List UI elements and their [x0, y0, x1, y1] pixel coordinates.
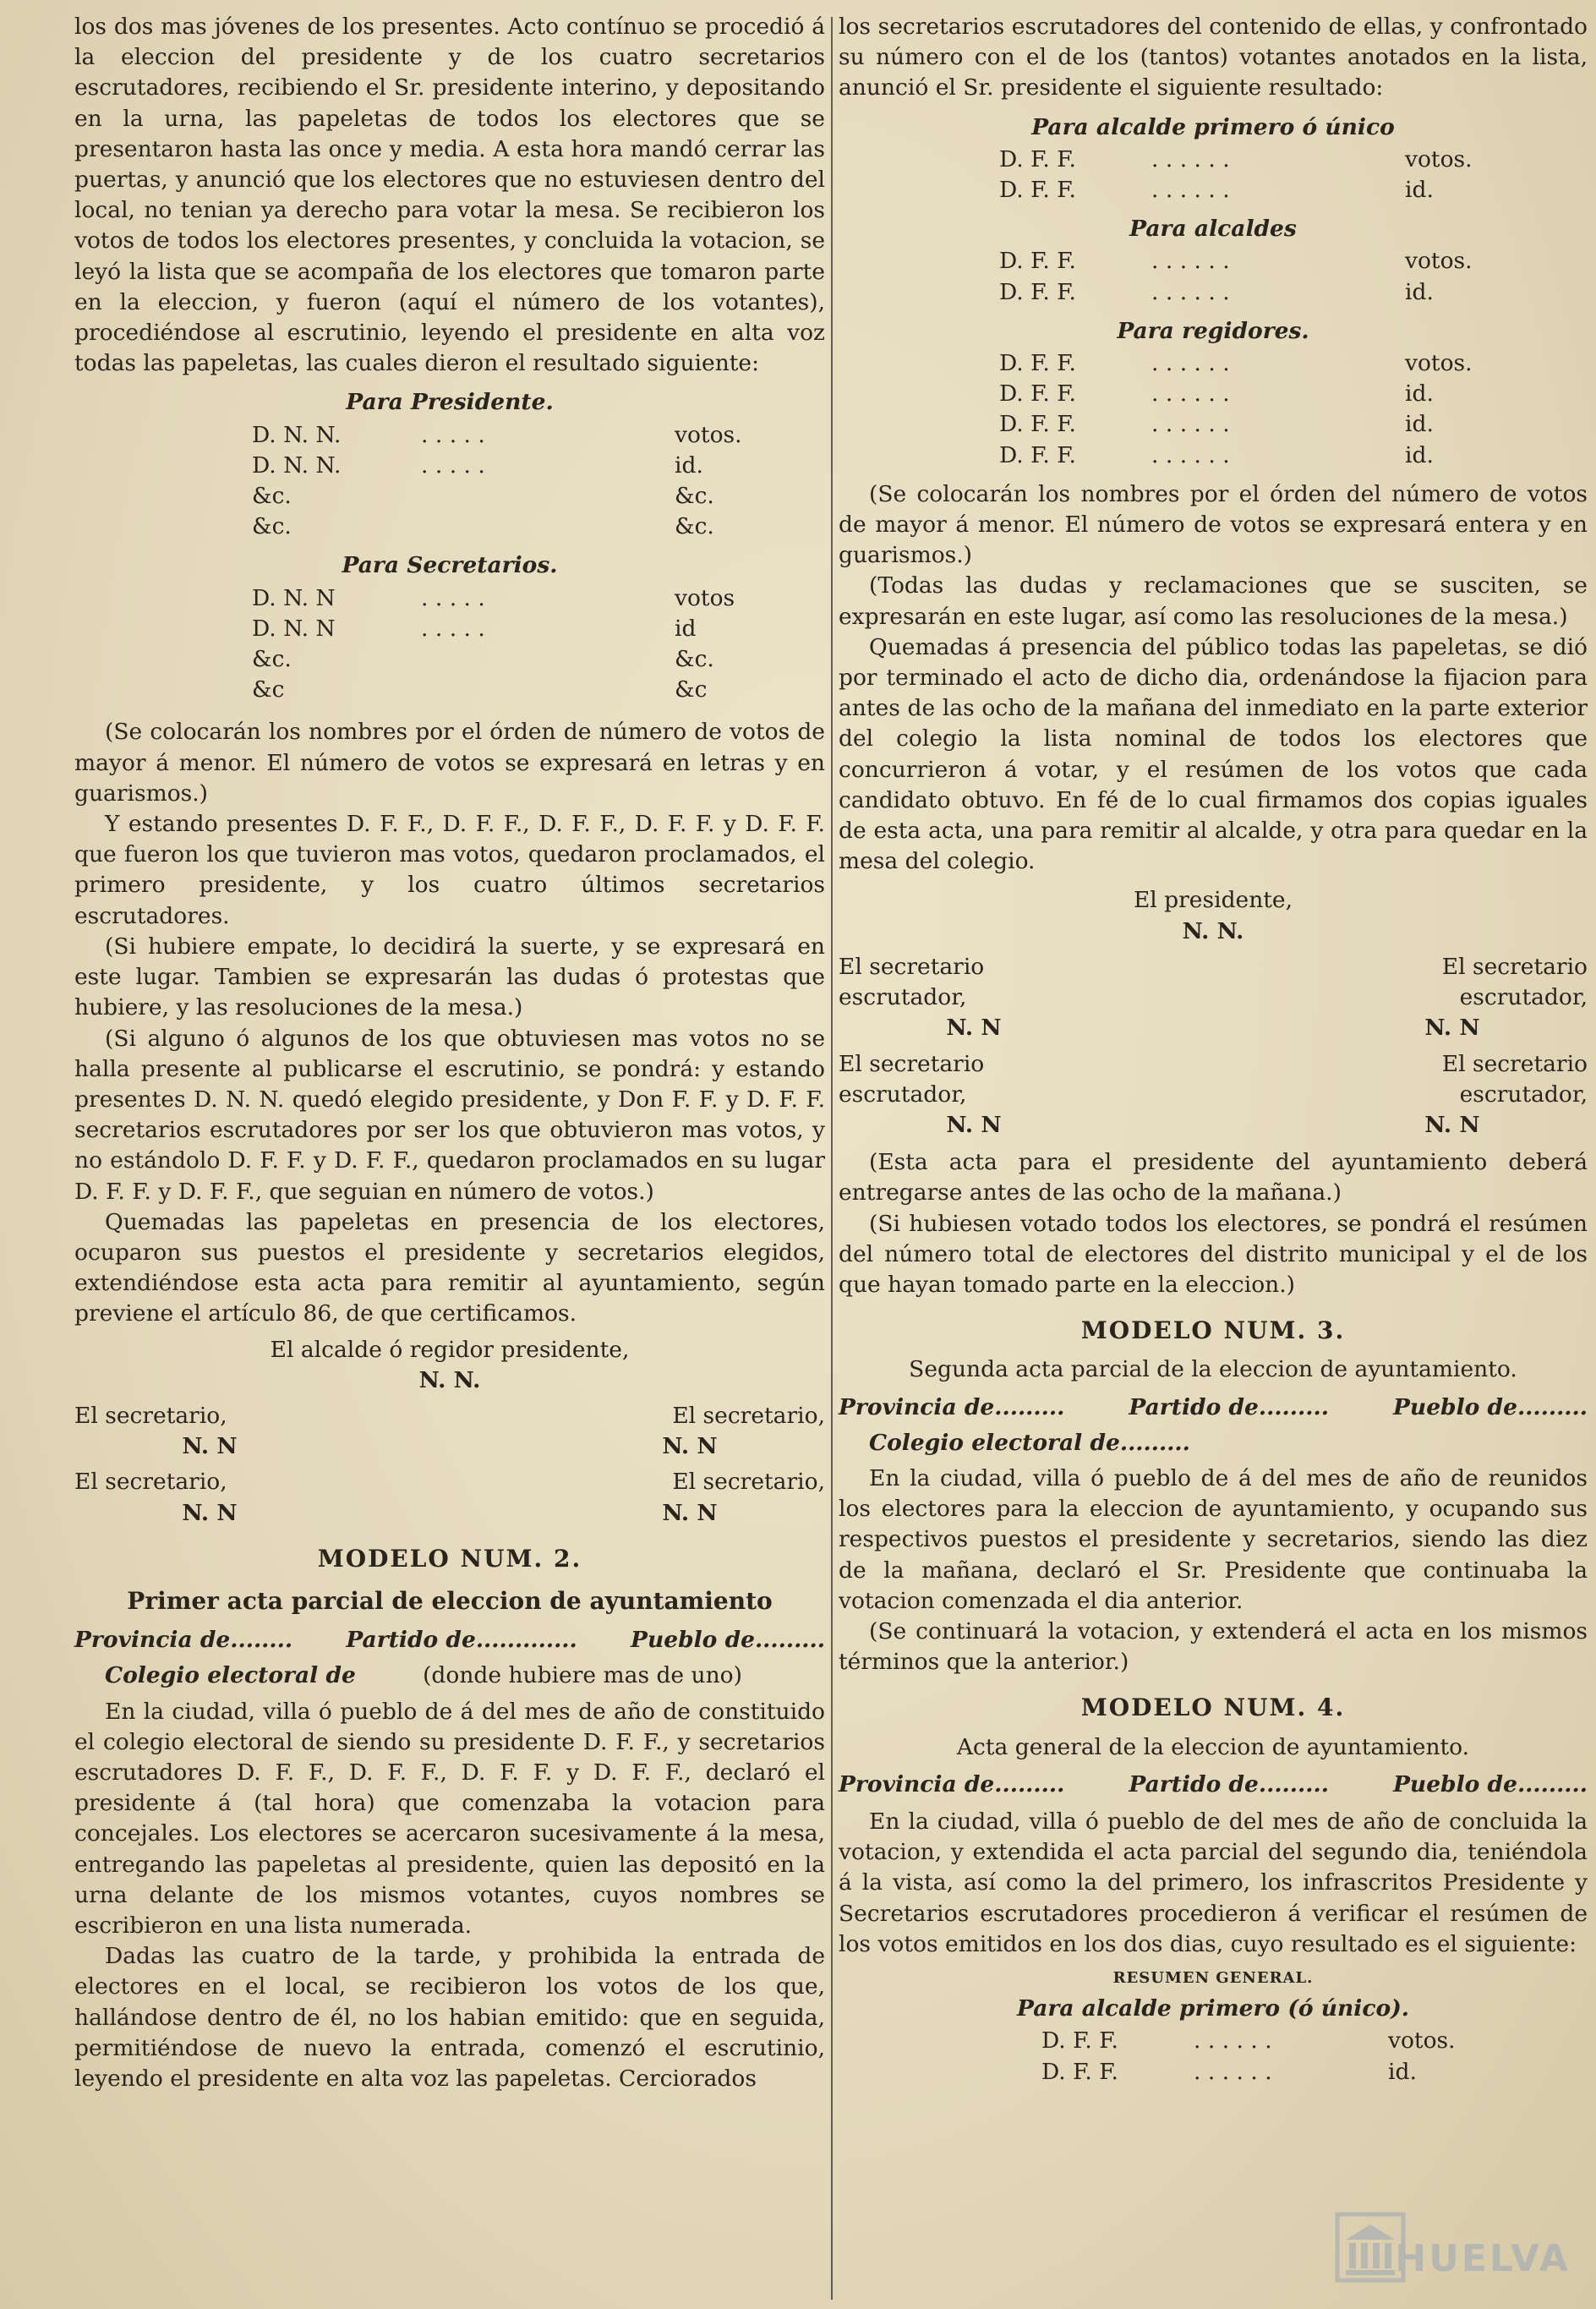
college-field: Colegio electoral de [105, 1662, 356, 1689]
town-field: Pueblo de......... [1393, 1770, 1588, 1797]
signature-name: N. N [662, 1433, 718, 1460]
signature-block [839, 1049, 1109, 1141]
signature-label: El secretario escrutador, [839, 1050, 985, 1108]
vote-count: &c [675, 676, 708, 703]
section-heading: Para Presidente. [346, 389, 554, 416]
vote-row [999, 379, 1588, 409]
college-note: (donde hubiere mas de uno) [423, 1662, 742, 1689]
candidate-name: D. F. F. [999, 278, 1076, 305]
paragraph: (Todas las dudas y reclamaciones que se susciten, se expresarán en este lugar, así como las resoluciones de la mesa.) [839, 572, 1588, 630]
vote-row [252, 451, 825, 481]
candidate-name: D. F. F. [999, 145, 1076, 172]
leader-dots: . . . . . . [1151, 411, 1230, 438]
paragraph: (Se colocarán los nombres por el órden de número de votos de mayor á menor. El número de votos se expresará en letras y en guarismos.) [74, 719, 825, 807]
candidate-name: D. F. F. [999, 177, 1076, 204]
leader-dots [421, 644, 675, 675]
vote-row [999, 175, 1588, 205]
vote-count: id. [1405, 411, 1434, 438]
vote-count: votos. [675, 421, 742, 448]
model-heading: MODELO NUM. 4. [1080, 1693, 1346, 1722]
leader-dots: . . . . . . [1151, 441, 1230, 468]
paragraph: Quemadas á presencia del público todas las papeletas, se dió por terminado el acto de dicho dia, ordenándose la fijacion para antes de las ocho de la mañana del inmediato en la parte exterior del colegio la lista nominal de todos los electores que concurrieron á votar, y el resúmen de los votos que cada candidato obtuvo. En fé de lo cual firmamos dos copias iguales de esta acta, una para remitir al alcalde, y otra para quedar en la mesa del colegio. [839, 633, 1588, 875]
vote-count: id. [1405, 380, 1434, 408]
location-line [74, 1625, 825, 1655]
vote-list [839, 145, 1588, 205]
vote-count: id. [675, 451, 703, 479]
town-field: Pueblo de......... [1393, 1393, 1588, 1420]
section-heading: Para regidores. [1117, 317, 1309, 344]
vote-list [839, 246, 1588, 307]
vote-row [999, 409, 1588, 440]
leader-dots: . . . . . [421, 584, 485, 611]
district-field: Partido de......... [1129, 1393, 1329, 1420]
vote-row [1041, 2026, 1588, 2056]
paragraph: En la ciudad, villa ó pueblo de á del mes de año de constituido el colegio electoral de siendo su presidente D. F. F., y secretarios escrutadores D. F. F., D. F. F., D. F. F. y D. F. F., declaró el presidente á (tal hora) que comenzaba la votacion para concejales. Los electores se acercaron sucesivamente á la mesa, entregando las papeletas al presidente, quien las depositó en la urna delante de los mismos votantes, cuyos nombres se escribieron en una lista numerada. [74, 1698, 825, 1939]
paragraph: (Si hubiere empate, lo decidirá la suerte, y se expresará en este lugar. Tambien se expresarán las dudas ó protestas que hubiere, y las resoluciones de la mesa.) [74, 933, 825, 1021]
vote-count: votos. [1405, 248, 1473, 275]
vote-list [839, 348, 1588, 471]
candidate-name: D. F. F. [999, 441, 1076, 468]
paragraph: Y estando presentes D. F. F., D. F. F., D. F. F., D. F. F. y D. F. F. que fueron los que tuvieron mas votos, quedaron proclamados, el primero presidente, y los cuatro últimos secretarios escrutadores. [74, 811, 825, 929]
vote-list [74, 583, 825, 706]
vote-count: id. [1405, 441, 1434, 468]
summary-heading: RESUMEN GENERAL. [1112, 1968, 1314, 1987]
vote-count: id [675, 615, 697, 642]
signature-row [74, 1401, 825, 1462]
vote-row [999, 145, 1588, 175]
vote-row [999, 277, 1588, 308]
paragraph: (Se continuará la votacion, y extenderá el acta en los mismos términos que la anterior.) [839, 1617, 1588, 1676]
signature-label: El secretario, [672, 1469, 825, 1496]
right-column [839, 12, 1588, 2087]
leader-dots: . . . . . [421, 451, 485, 479]
vote-row [252, 644, 825, 675]
candidate-name: D. N. N [252, 584, 336, 611]
candidate-name: D. F. F. [999, 248, 1076, 275]
vote-count: id. [1405, 278, 1434, 305]
location-line [839, 1393, 1588, 1423]
province-field: Provincia de........ [74, 1627, 293, 1654]
leader-dots: . . . . . . [1151, 177, 1230, 204]
paragraph: los dos mas jóvenes de los presentes. Acto contínuo se procedió á la eleccion del presidente y de los cuatro secretarios escrutadores, recibiendo el Sr. presidente interino, y depositando en la urna, las papeletas de todos los electores que se presentaron hasta las once y media. A esta hora mandó cerrar las puertas, y anunció que los electores que no estuviesen dentro del local, no tenian ya derecho para votar la mesa. Se recibieron los votos de todos los electores presentes, y concluida la votacion, se leyó la lista que se acompaña de los electores que tomaron parte en la eleccion, y fueron (aquí el número de los votantes), procediéndose al escrutinio, leyendo el presidente en alta voz todas las papeletas, las cuales dieron el resultado siguiente: [74, 14, 825, 377]
model-title: Segunda acta parcial de la eleccion de ayuntamiento. [909, 1356, 1517, 1383]
vote-count: id. [1405, 177, 1434, 204]
province-field: Provincia de......... [839, 1393, 1065, 1420]
vote-list [74, 420, 825, 543]
vote-count: votos. [1405, 350, 1473, 377]
candidate-name: D. F. F. [999, 380, 1076, 408]
signature-block [555, 1401, 825, 1462]
vote-row [999, 440, 1588, 471]
vote-count: votos. [1405, 145, 1473, 172]
candidate-name: D. F. F. [999, 350, 1076, 377]
section-heading: Para Secretarios. [342, 552, 558, 579]
signature-name: N. N. [418, 1366, 481, 1393]
paragraph: (Si hubiesen votado todos los electores, se pondrá el resúmen del número total de electores del distrito municipal y el de los que hayan tomado parte en la eleccion.) [839, 1210, 1588, 1298]
leader-dots: . . . . . . [1151, 380, 1230, 408]
leader-dots [421, 481, 675, 512]
vote-count: id. [1388, 2058, 1417, 2085]
model-heading: MODELO NUM. 2. [317, 1544, 582, 1573]
candidate-name: &c. [252, 646, 292, 673]
location-line [839, 1770, 1588, 1800]
signature-heading: El presidente, [1133, 887, 1293, 914]
model-heading: MODELO NUM. 3. [1080, 1316, 1346, 1345]
paragraph: En la ciudad, villa ó pueblo de del mes de año de concluida la votacion, y extendida el acta parcial del segundo dia, teniéndola á la vista, así como la del primero, los infrascritos Presidente y Secretarios escrutadores procedieron á verificar el resúmen de los votos emitidos en los dos dias, cuyo resultado es el siguiente: [839, 1808, 1588, 1957]
vote-row [252, 481, 825, 512]
vote-row [252, 420, 825, 451]
signature-label: El secretario escrutador, [1441, 953, 1588, 1011]
signature-name: N. N [1424, 1111, 1480, 1138]
candidate-name: &c. [252, 513, 292, 540]
leader-dots: . . . . . [421, 421, 485, 448]
leader-dots [421, 512, 675, 542]
signature-block [74, 1467, 345, 1528]
paragraph: (Esta acta para el presidente del ayuntamiento deberá entregarse antes de las ocho de la mañana.) [839, 1149, 1588, 1206]
signature-heading: El alcalde ó regidor presidente, [270, 1336, 630, 1363]
vote-row [999, 246, 1588, 276]
library-watermark [1334, 2174, 1571, 2284]
candidate-name: D. N. N [252, 615, 336, 642]
signature-label: El secretario, [672, 1402, 825, 1429]
signature-label: El secretario, [74, 1469, 227, 1496]
section-heading: Para alcaldes [1129, 216, 1297, 243]
signature-label: El secretario escrutador, [1441, 1050, 1588, 1108]
vote-count: &c. [675, 646, 714, 673]
signature-name: N. N [182, 1433, 238, 1460]
signature-name: N. N [1424, 1015, 1480, 1042]
paragraph: Dadas las cuatro de la tarde, y prohibida la entrada de electores en el local, se recibieron los votos de los que, hallándose dentro de él, no los habian emitido: que en seguida, permitiéndose de nuevo la entrada, comenzó el escrutinio, leyendo el presidente en alta voz las papeletas. Cerciorados [74, 1943, 825, 2092]
left-column [74, 12, 825, 2094]
section-heading: Para alcalde primero ó único [1031, 113, 1395, 140]
paragraph: (Se colocarán los nombres por el órden del número de votos de mayor á menor. El número de votos se expresará entera y en guarismos.) [839, 480, 1588, 569]
signature-label: El secretario, [74, 1402, 227, 1429]
leader-dots: . . . . . . [1151, 145, 1230, 172]
candidate-name: D. F. F. [999, 411, 1076, 438]
vote-row [252, 614, 825, 644]
vote-row [999, 348, 1588, 379]
signature-block [839, 952, 1109, 1044]
candidate-name: D. F. F. [1041, 2058, 1118, 2085]
candidate-name: D. N. N. [252, 421, 342, 448]
vote-row [252, 512, 825, 542]
vote-count: votos [675, 584, 735, 611]
signature-block [1317, 952, 1588, 1044]
town-field: Pueblo de......... [631, 1627, 825, 1654]
candidate-name: &c [252, 676, 285, 703]
signature-name: N. N [946, 1111, 1002, 1138]
signature-name: N. N. [1182, 917, 1244, 944]
vote-list [839, 2026, 1588, 2087]
vote-row [1041, 2057, 1588, 2087]
paragraph: En la ciudad, villa ó pueblo de á del mes de año de reunidos los electores para la eleccion de ayuntamiento, y ocupando sus respectivos puestos el presidente y secretarios, siendo las diez de la mañana, declaró el Sr. Presidente que continuaba la votacion comenzada el dia anterior. [839, 1464, 1588, 1614]
candidate-name: &c. [252, 483, 292, 510]
leader-dots: . . . . . . [1194, 2058, 1272, 2085]
vote-count: &c. [675, 483, 714, 510]
section-heading: Para alcalde primero (ó único). [1017, 1995, 1409, 2022]
leader-dots: . . . . . . [1151, 248, 1230, 275]
college-field: Colegio electoral de......... [869, 1429, 1190, 1456]
vote-count: votos. [1388, 2027, 1456, 2055]
signature-block [555, 1467, 825, 1528]
district-field: Partido de......... [1129, 1770, 1329, 1797]
leader-dots: . . . . . . [1151, 278, 1230, 305]
watermark-text: HUELVA [1395, 2237, 1571, 2280]
vote-row [252, 583, 825, 614]
signature-name: N. N [946, 1015, 1002, 1042]
college-line [105, 1661, 825, 1691]
paragraph: los secretarios escrutadores del contenido de ellas, y confrontado su número con el de los (tantos) votantes anotados en la lista, anunció el Sr. presidente el siguiente resultado: [839, 14, 1588, 101]
paragraph: Quemadas las papeletas en presencia de los electores, ocuparon sus puestos el presidente y secretarios elegidos, extendiéndose esta acta para remitir al ayuntamiento, según previene el artículo 86, de que certificamos. [74, 1208, 825, 1327]
leader-dots: . . . . . . [1194, 2027, 1272, 2055]
paragraph: (Si alguno ó algunos de los que obtuviesen mas votos no se halla presente al publicarse el escrutinio, se pondrá: y estando presentes D. N. N. quedó elegido presidente, y Don F. F. y D. F. F. secretarios escrutadores por ser los que obtuvieron mas votos, y no estándolo D. F. F. y D. F. F., quedaron proclamados en su lugar D. F. F. y D. F. F., que seguian en número de votos.) [74, 1025, 825, 1205]
column-divider [831, 17, 833, 2300]
signature-row [839, 952, 1588, 1044]
signature-name: N. N [182, 1499, 238, 1526]
signature-block [74, 1401, 345, 1462]
leader-dots [421, 675, 675, 705]
leader-dots: . . . . . [421, 615, 485, 642]
vote-count: &c. [675, 513, 714, 540]
vote-row [252, 675, 825, 705]
signature-row [74, 1467, 825, 1528]
signature-name: N. N [662, 1499, 718, 1526]
signature-block [1317, 1049, 1588, 1141]
signature-row [839, 1049, 1588, 1141]
signature-label: El secretario escrutador, [839, 953, 985, 1011]
province-field: Provincia de......... [839, 1770, 1065, 1797]
candidate-name: D. N. N. [252, 451, 342, 479]
candidate-name: D. F. F. [1041, 2027, 1118, 2055]
model-title: Acta general de la eleccion de ayuntamiento. [956, 1733, 1470, 1760]
leader-dots: . . . . . . [1151, 350, 1230, 377]
model-title: Primer acta parcial de eleccion de ayuntamiento [127, 1586, 773, 1615]
district-field: Partido de............. [346, 1627, 577, 1654]
